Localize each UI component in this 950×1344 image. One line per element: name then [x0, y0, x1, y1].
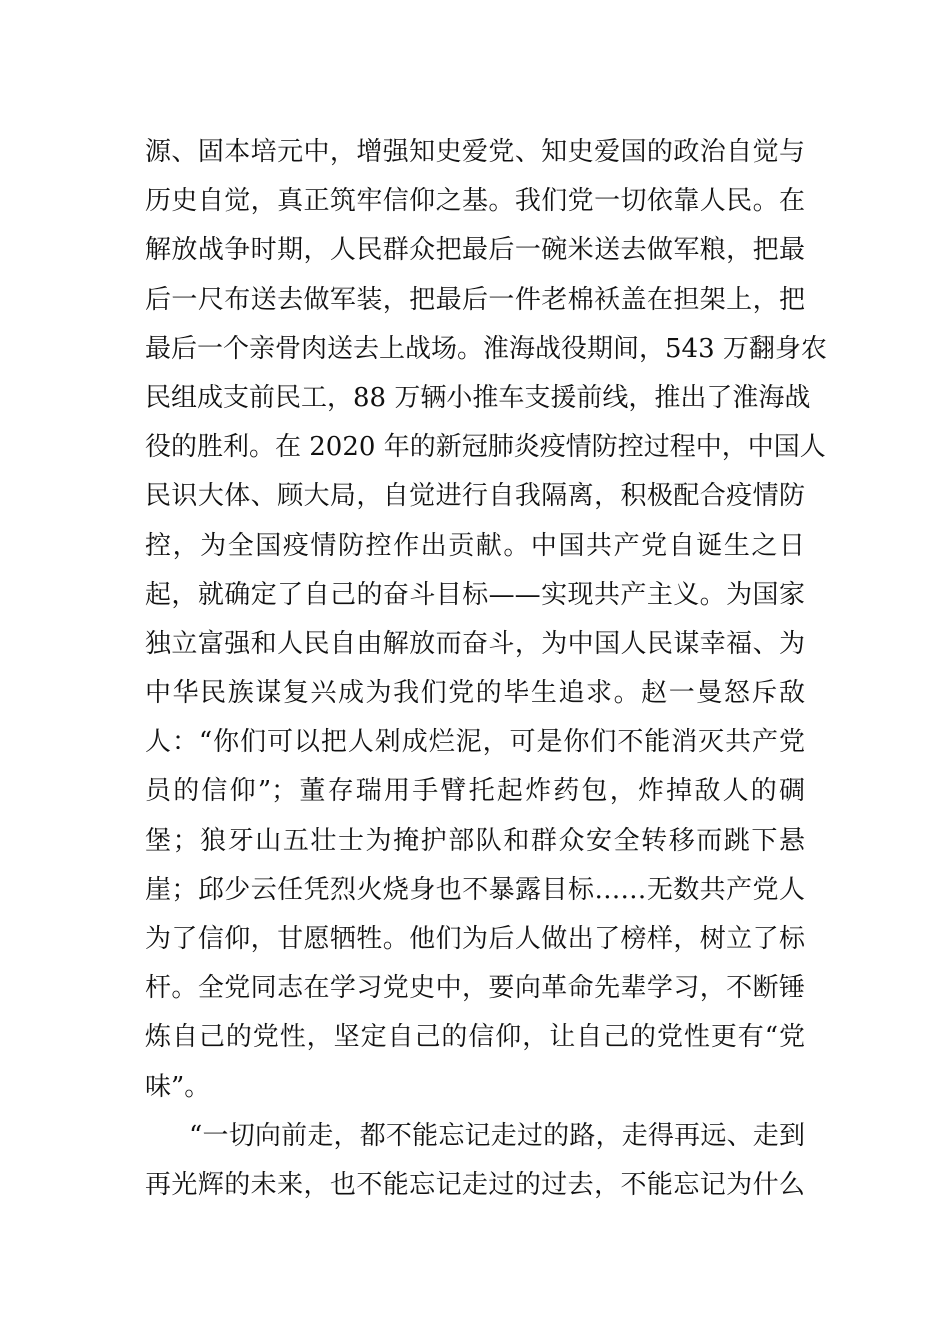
text-line: “一切向前走，都不能忘记走过的路，走得再远、走到 — [189, 1120, 805, 1151]
text-line: 后一尺布送去做军装，把最后一件老棉袄盖在担架上，把 — [145, 284, 805, 315]
body-text — [145, 128, 827, 1210]
text-line: 源、固本培元中，增强知史爱党、知史爱国的政治自觉与 — [145, 137, 805, 167]
text-line: 员的信仰”；董存瑞用手臂托起炸药包，炸掉敌人的碉 — [145, 776, 805, 807]
text-line: 再光辉的未来，也不能忘记走过的过去，不能忘记为什么 — [145, 1169, 805, 1200]
text-line: 崖；邱少云任凭烈火烧身也不暴露目标……无数共产党人 — [145, 874, 805, 905]
text-line: 人：“你们可以把人剁成烂泥，可是你们不能消灭共产党 — [145, 727, 805, 758]
text-line: 民识大体、顾大局，自觉进行自我隔离，积极配合疫情防 — [145, 481, 805, 512]
text-line: 炼自己的党性，坚定自己的信仰，让自己的党性更有“党 — [145, 1022, 805, 1053]
text-line: 为了信仰，甘愿牺牲。他们为后人做出了榜样，树立了标 — [145, 924, 805, 954]
text-line: 独立富强和人民自由解放而奋斗，为中国人民谋幸福、为 — [145, 628, 805, 659]
text-line: 解放战争时期，人民群众把最后一碗米送去做军粮，把最 — [145, 235, 805, 266]
text-line: 历史自觉，真正筑牢信仰之基。我们党一切依靠人民。在 — [145, 186, 805, 217]
text-line: 最后一个亲骨肉送去上战场。淮海战役期间，543 万翻身农 — [145, 333, 827, 364]
text-line: 中华民族谋复兴成为我们党的毕生追求。赵一曼怒斥敌 — [145, 678, 805, 709]
text-line: 控，为全国疫情防控作出贡献。中国共产党自诞生之日 — [145, 530, 805, 561]
text-line: 役的胜利。在 2020 年的新冠肺炎疫情防控过程中，中国人 — [145, 432, 826, 463]
text-line: 民组成支前民工，88 万辆小推车支援前线，推出了淮海战 — [145, 382, 811, 413]
paragraph-2 — [145, 1112, 805, 1210]
text-line: 堡；狼牙山五壮士为掩护部队和群众安全转移而跳下悬 — [145, 825, 805, 856]
paragraph-1 — [145, 128, 827, 1112]
text-line: 杆。全党同志在学习党史中，要向革命先辈学习，不断锤 — [145, 973, 805, 1004]
text-line: 起，就确定了自己的奋斗目标——实现共产主义。为国家 — [145, 579, 805, 610]
text-line: 味”。 — [145, 1071, 211, 1102]
